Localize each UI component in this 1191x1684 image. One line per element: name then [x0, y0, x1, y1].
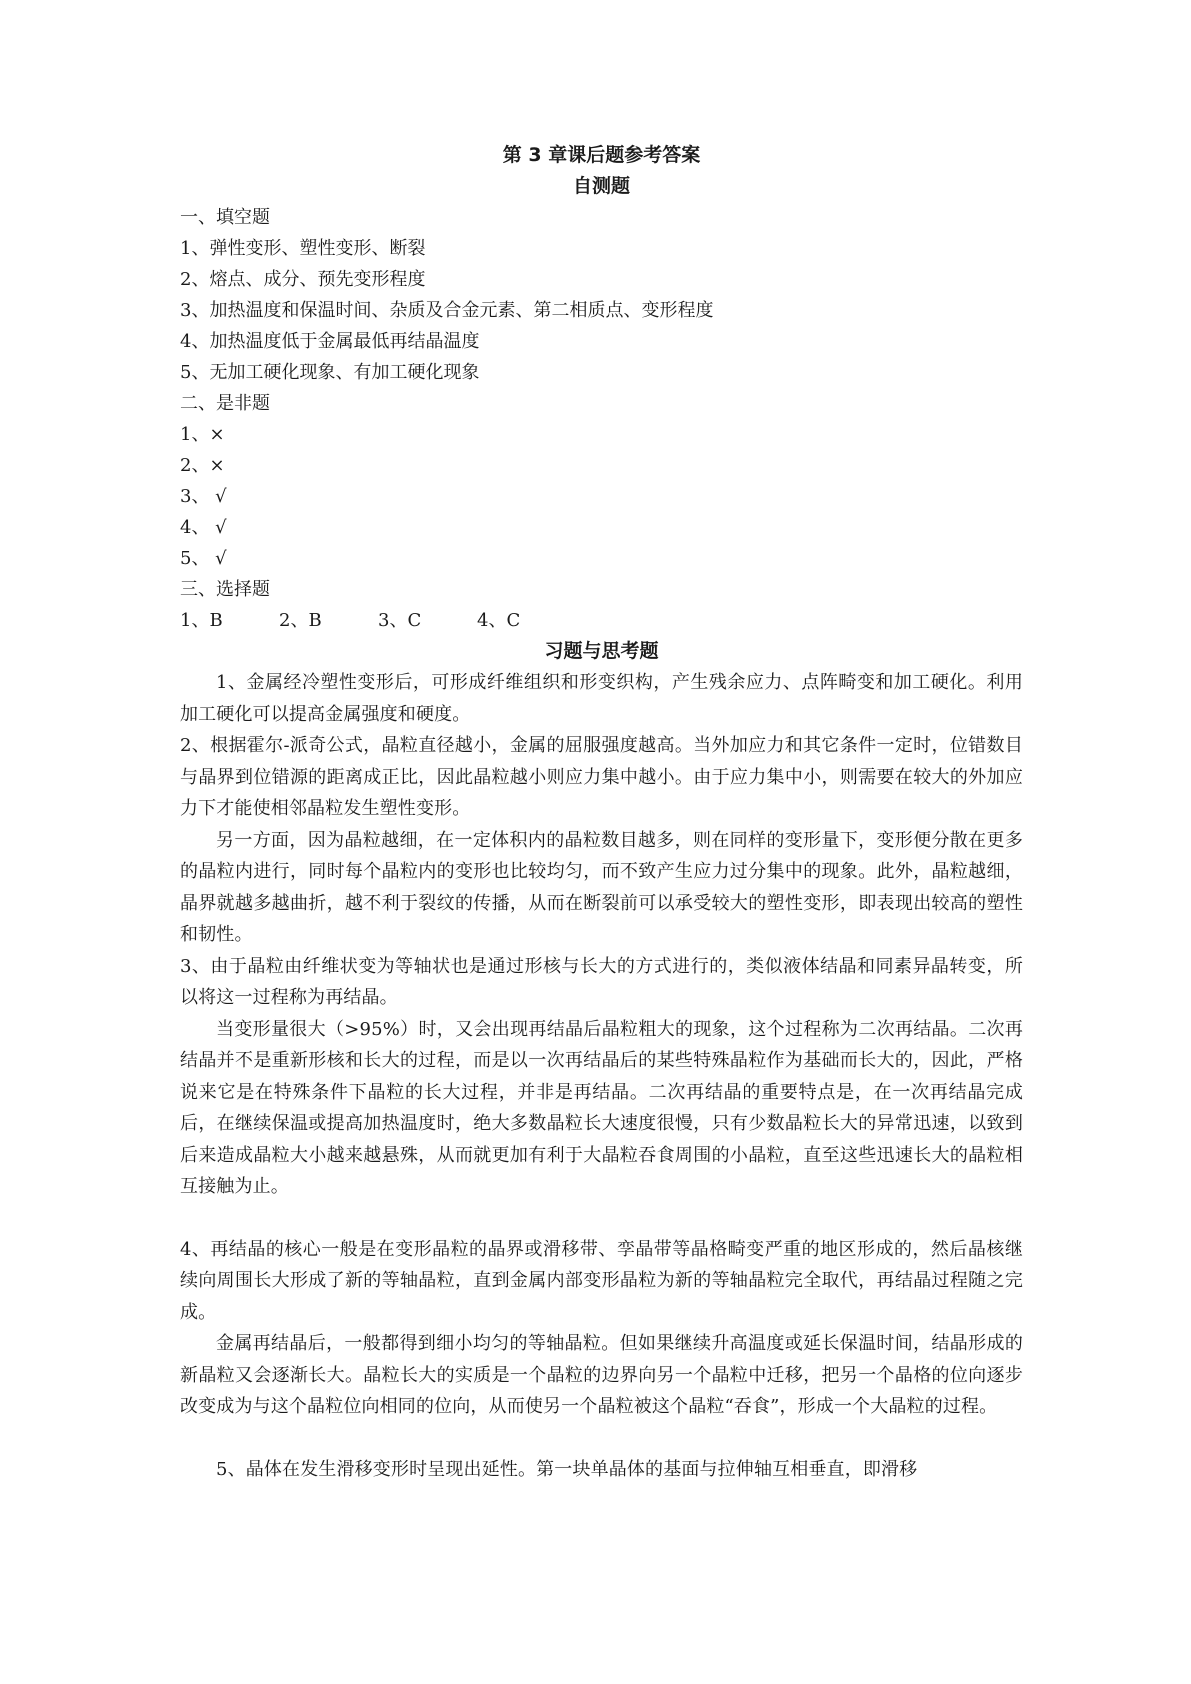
true-false-item: 5、 √	[180, 548, 227, 569]
true-false-item: 3、 √	[180, 486, 227, 507]
page-title: 第 3 章课后题参考答案	[502, 144, 701, 166]
true-false-item: 2、×	[180, 455, 225, 476]
choice-heading: 三、选择题	[180, 579, 270, 600]
true-false-item: 4、 √	[180, 517, 227, 538]
fill-blank-item: 5、无加工硬化现象、有加工硬化现象	[180, 362, 480, 383]
section-title-self-test: 自测题	[572, 175, 630, 197]
fill-blank-item: 2、熔点、成分、预先变形程度	[180, 269, 426, 290]
choice-item: 4、C	[477, 610, 521, 631]
fill-blank-item: 3、加热温度和保温时间、杂质及合金元素、第二相质点、变形程度	[180, 300, 714, 321]
answer-paragraph: 当变形量很大（>95%）时，又会出现再结晶后晶粒粗大的现象，这个过程称为二次再结晶。二次再结晶并不是重新形核和长大的过程，而是以一次再结晶后的某些特殊晶粒作为基础而长大的，因此，严格说来它是在特殊条件下晶粒的长大过程，并非是再结晶。二次再结晶的重要特点是，在一次再结晶完成后，在继续保温或提高加热温度时，绝大多数晶粒长大速度很慢，只有少数晶粒长大的异常迅速，以致到后来造成晶粒大小越来越悬殊，从而就更加有利于大晶粒吞食周围的小晶粒，直至这些迅速长大的晶粒相互接触为止。	[180, 1018, 1023, 1197]
choice-item: 1、B	[180, 610, 223, 631]
blank-line	[180, 1423, 1023, 1454]
true-false-heading: 二、是非题	[180, 393, 270, 414]
answer-paragraph: 3、由于晶粒由纤维状变为等轴状也是通过形核与长大的方式进行的，类似液体结晶和同素异晶转变，所以将这一过程称为再结晶。	[180, 955, 1023, 1008]
blank-line	[180, 1203, 1023, 1234]
true-false-item: 1、×	[180, 424, 225, 445]
section-title-exercises: 习题与思考题	[544, 640, 659, 662]
fill-blank-heading: 一、填空题	[180, 207, 270, 228]
answer-paragraph: 2、根据霍尔-派奇公式，晶粒直径越小，金属的屈服强度越高。当外加应力和其它条件一定时，位错数目与晶界到位错源的距离成正比，因此晶粒越小则应力集中越小。由于应力集中小，则需要在较大的外加应力下才能使相邻晶粒发生塑性变形。	[180, 735, 1023, 819]
answer-paragraph: 金属再结晶后，一般都得到细小均匀的等轴晶粒。但如果继续升高温度或延长保温时间，结晶形成的新晶粒又会逐渐长大。晶粒长大的实质是一个晶粒的边界向另一个晶粒中迁移，把另一个晶格的位向逐步改变成为与这个晶粒位向相同的位向，从而使另一个晶粒被这个晶粒“吞食”，形成一个大晶粒的过程。	[180, 1333, 1023, 1417]
choice-item: 2、B	[279, 610, 322, 631]
answer-paragraph: 另一方面，因为晶粒越细，在一定体积内的晶粒数目越多，则在同样的变形量下，变形便分散在更多的晶粒内进行，同时每个晶粒内的变形也比较均匀，而不致产生应力过分集中的现象。此外，晶粒越细，晶界就越多越曲折，越不利于裂纹的传播，从而在断裂前可以承受较大的塑性变形，即表现出较高的塑性和韧性。	[180, 829, 1023, 945]
choice-item: 3、C	[378, 610, 422, 631]
fill-blank-item: 4、加热温度低于金属最低再结晶温度	[180, 331, 480, 352]
fill-blank-item: 1、弹性变形、塑性变形、断裂	[180, 238, 426, 259]
answer-paragraph: 5、晶体在发生滑移变形时呈现出延性。第一块单晶体的基面与拉伸轴互相垂直，即滑移	[216, 1458, 918, 1480]
answer-paragraph: 1、金属经冷塑性变形后，可形成纤维组织和形变织构，产生残余应力、点阵畸变和加工硬化。利用加工硬化可以提高金属强度和硬度。	[180, 672, 1023, 725]
choice-answers	[180, 605, 1023, 636]
answer-paragraph: 4、再结晶的核心一般是在变形晶粒的晶界或滑移带、孪晶带等晶格畸变严重的地区形成的，然后晶核继续向周围长大形成了新的等轴晶粒，直到金属内部变形晶粒为新的等轴晶粒完全取代，再结晶过程随之完成。	[180, 1238, 1023, 1323]
